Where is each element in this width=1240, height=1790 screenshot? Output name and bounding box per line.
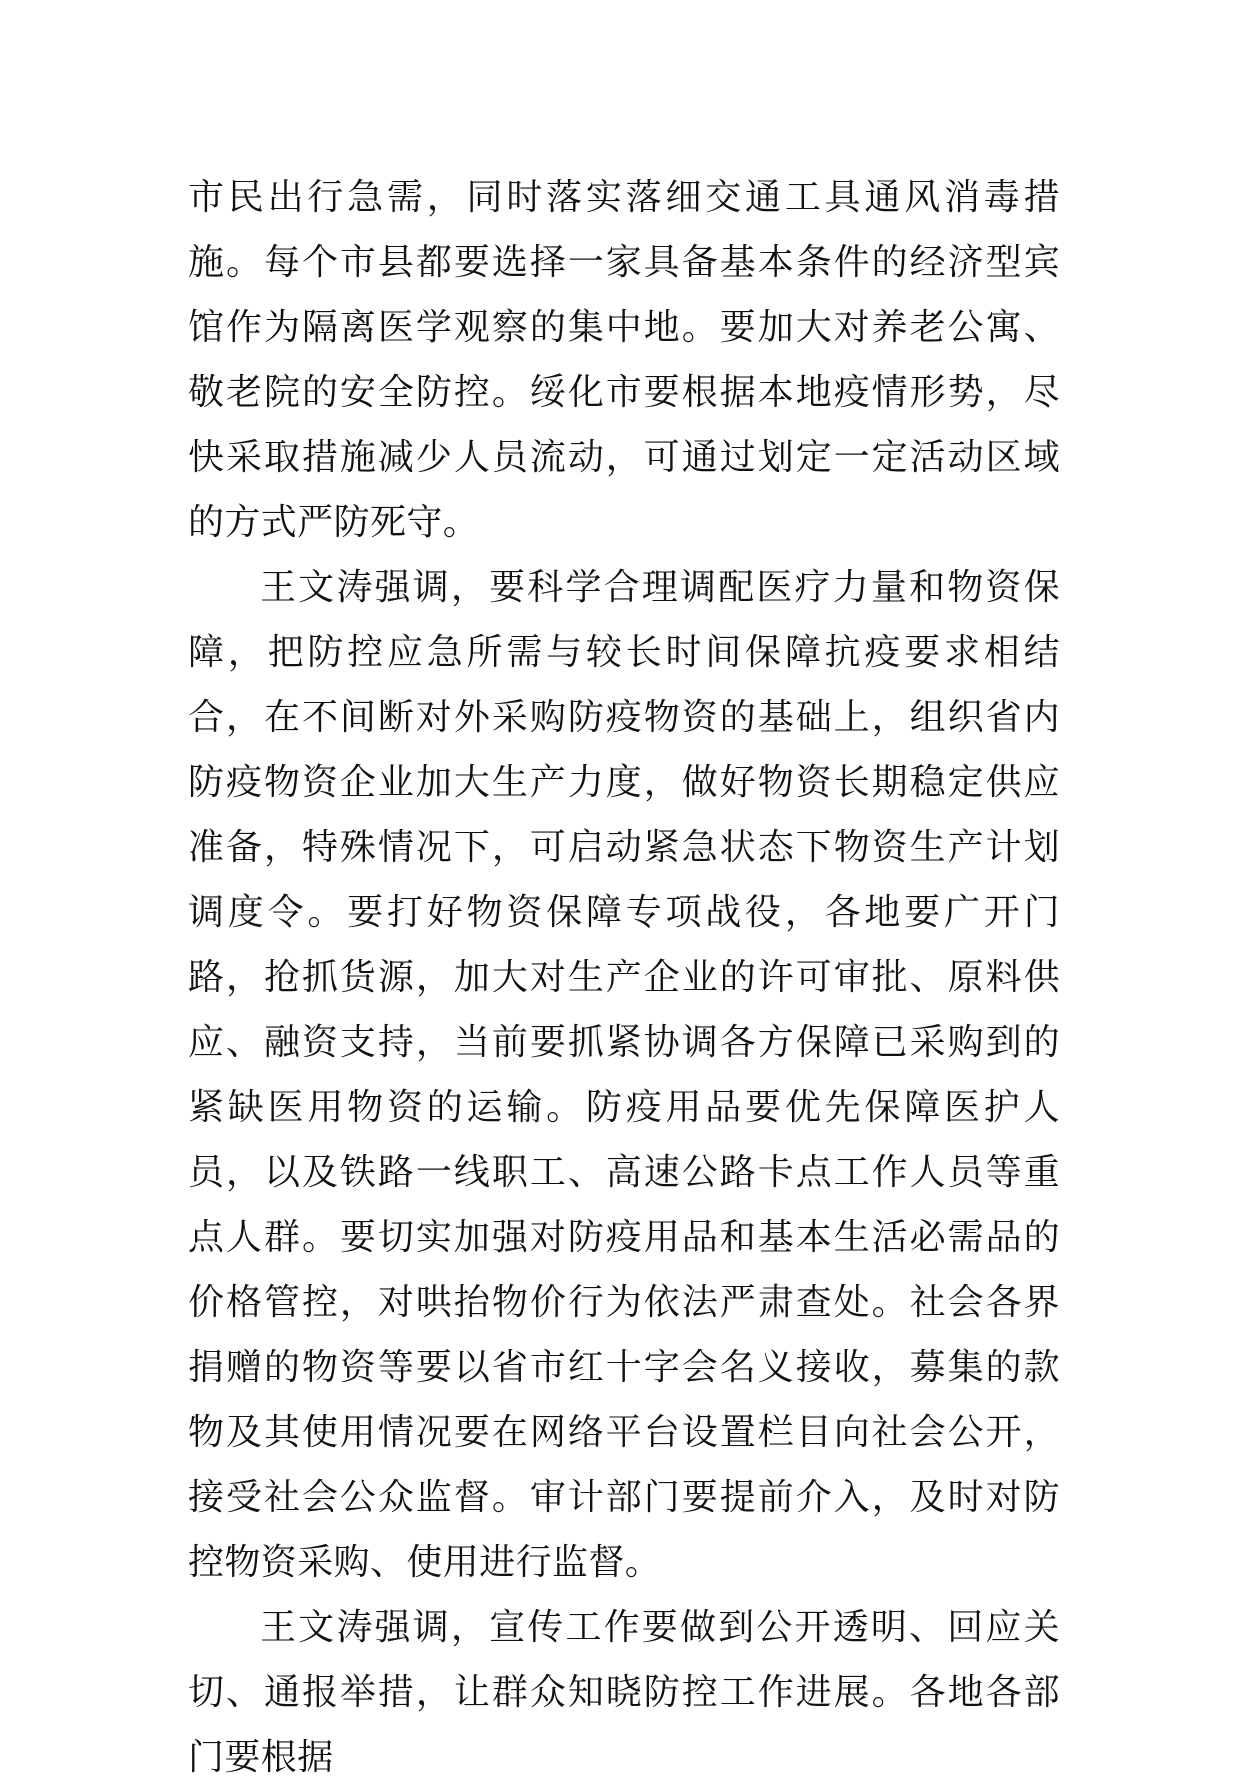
paragraph-continuation: 市民出行急需，同时落实落细交通工具通风消毒措施。每个市县都要选择一家具备基本条件的经济型宾馆作为隔离医学观察的集中地。要加大对养老公寓、敬老院的安全防控。绥化市要根据本地疫情形势，尽快采取措施减少人员流动，可通过划定一定活动区域的方式严防死守。 [188,177,1060,543]
paragraph-supplies: 王文涛强调，要科学合理调配医疗力量和物资保障，把防控应急所需与较长时间保障抗疫要求相结合，在不间断对外采购防疫物资的基础上，组织省内防疫物资企业加大生产力度，做好物资长期稳定供应准备，特殊情况下，可启动紧急状态下物资生产计划调度令。要打好物资保障专项战役，各地要广开门路，抢抓货源，加大对生产企业的许可审批、原料供应、融资支持，当前要抓紧协调各方保障已采购到的紧缺医用物资的运输。防疫用品要优先保障医护人员，以及铁路一线职工、高速公路卡点工作人员等重点人群。要切实加强对防疫用品和基本生活必需品的价格管控，对哄抬物价行为依法严肃查处。社会各界捐赠的物资等要以省市红十字会名义接收，募集的款物及其使用情况要在网络平台设置栏目向社会公开，接受社会公众监督。审计部门要提前介入，及时对防控物资采购、使用进行监督。 [188,567,1060,1583]
document-body [188,165,1060,1790]
paragraph-publicity: 王文涛强调，宣传工作要做到公开透明、回应关切、通报举措，让群众知晓防控工作进展。各地各部门要根据 [188,1607,1060,1778]
